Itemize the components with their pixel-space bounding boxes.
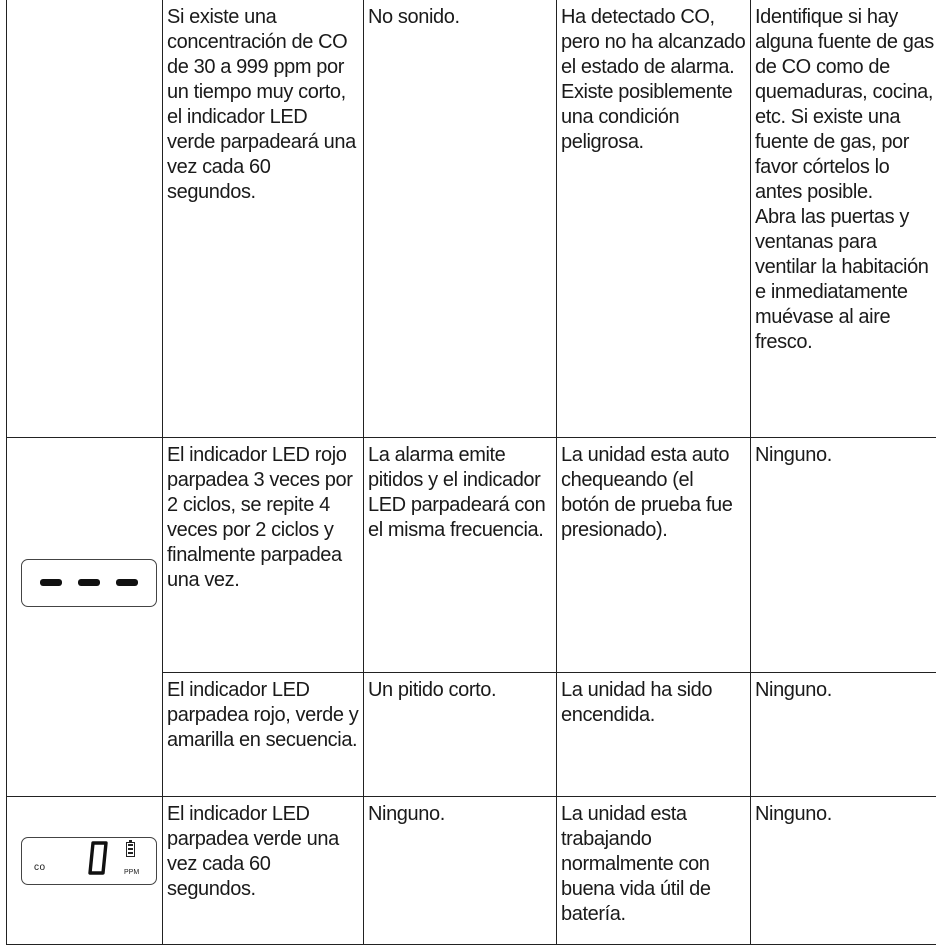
table-cell-meaning: La unidad esta auto chequeando (el botón de prueba fue presionado). xyxy=(557,437,751,672)
co-label: co xyxy=(34,855,46,880)
battery-full-icon xyxy=(126,842,135,857)
table-cell-action: Ninguno. xyxy=(751,437,936,672)
dash-segment xyxy=(40,579,62,586)
lcd-dashes-display xyxy=(21,559,157,607)
table-cell-led: El indicador LED parpadea rojo, verde y amarilla en secuencia. xyxy=(163,672,364,796)
status-table xyxy=(6,0,936,945)
table-cell-led: El indicador LED rojo parpadea 3 veces por 2 ciclos, se repite 4 veces por 2 ciclos y finalmente parpadea una vez. xyxy=(163,437,364,672)
display-cell-empty xyxy=(7,0,163,437)
display-cell-co xyxy=(7,796,163,944)
table-cell-meaning: La unidad esta trabajando normalmente con buena vida útil de batería. xyxy=(557,796,751,944)
table-row xyxy=(7,437,936,672)
table-cell-action: Ninguno. xyxy=(751,672,936,796)
display-cell-dashes xyxy=(7,437,163,796)
table-cell-sound: No sonido. xyxy=(364,0,557,437)
table-cell-meaning: La unidad ha sido encendida. xyxy=(557,672,751,796)
table-cell-led: El indicador LED parpadea verde una vez cada 60 segundos. xyxy=(163,796,364,944)
lcd-co-display xyxy=(21,837,157,885)
table-cell-led: Si existe una concentración de CO de 30 a 999 ppm por un tiempo muy corto, el indicador LED verde parpadeará una vez cada 60 segundos. xyxy=(163,0,364,437)
dash-segment xyxy=(78,579,100,586)
table-cell-sound: Un pitido corto. xyxy=(364,672,557,796)
table-row xyxy=(7,0,936,437)
table-cell-sound: La alarma emite pitidos y el indicador LED parpadeará con el misma frecuencia. xyxy=(364,437,557,672)
table-row xyxy=(7,796,936,944)
table-cell-action: Identifique si hay alguna fuente de gas de CO como de quemaduras, cocina, etc. Si existe una fuente de gas, por favor córtelos lo antes posible. Abra las puertas y ventanas para ventilar la habitación e inmediatamente muévase al aire fresco. xyxy=(751,0,936,437)
dash-segment xyxy=(116,579,138,586)
table-cell-action: Ninguno. xyxy=(751,796,936,944)
digit-zero-icon xyxy=(88,841,108,875)
ppm-label: PPM xyxy=(124,860,139,885)
table-cell-sound: Ninguno. xyxy=(364,796,557,944)
table-cell-meaning: Ha detectado CO, pero no ha alcanzado el estado de alarma. Existe posiblemente una condición peligrosa. xyxy=(557,0,751,437)
